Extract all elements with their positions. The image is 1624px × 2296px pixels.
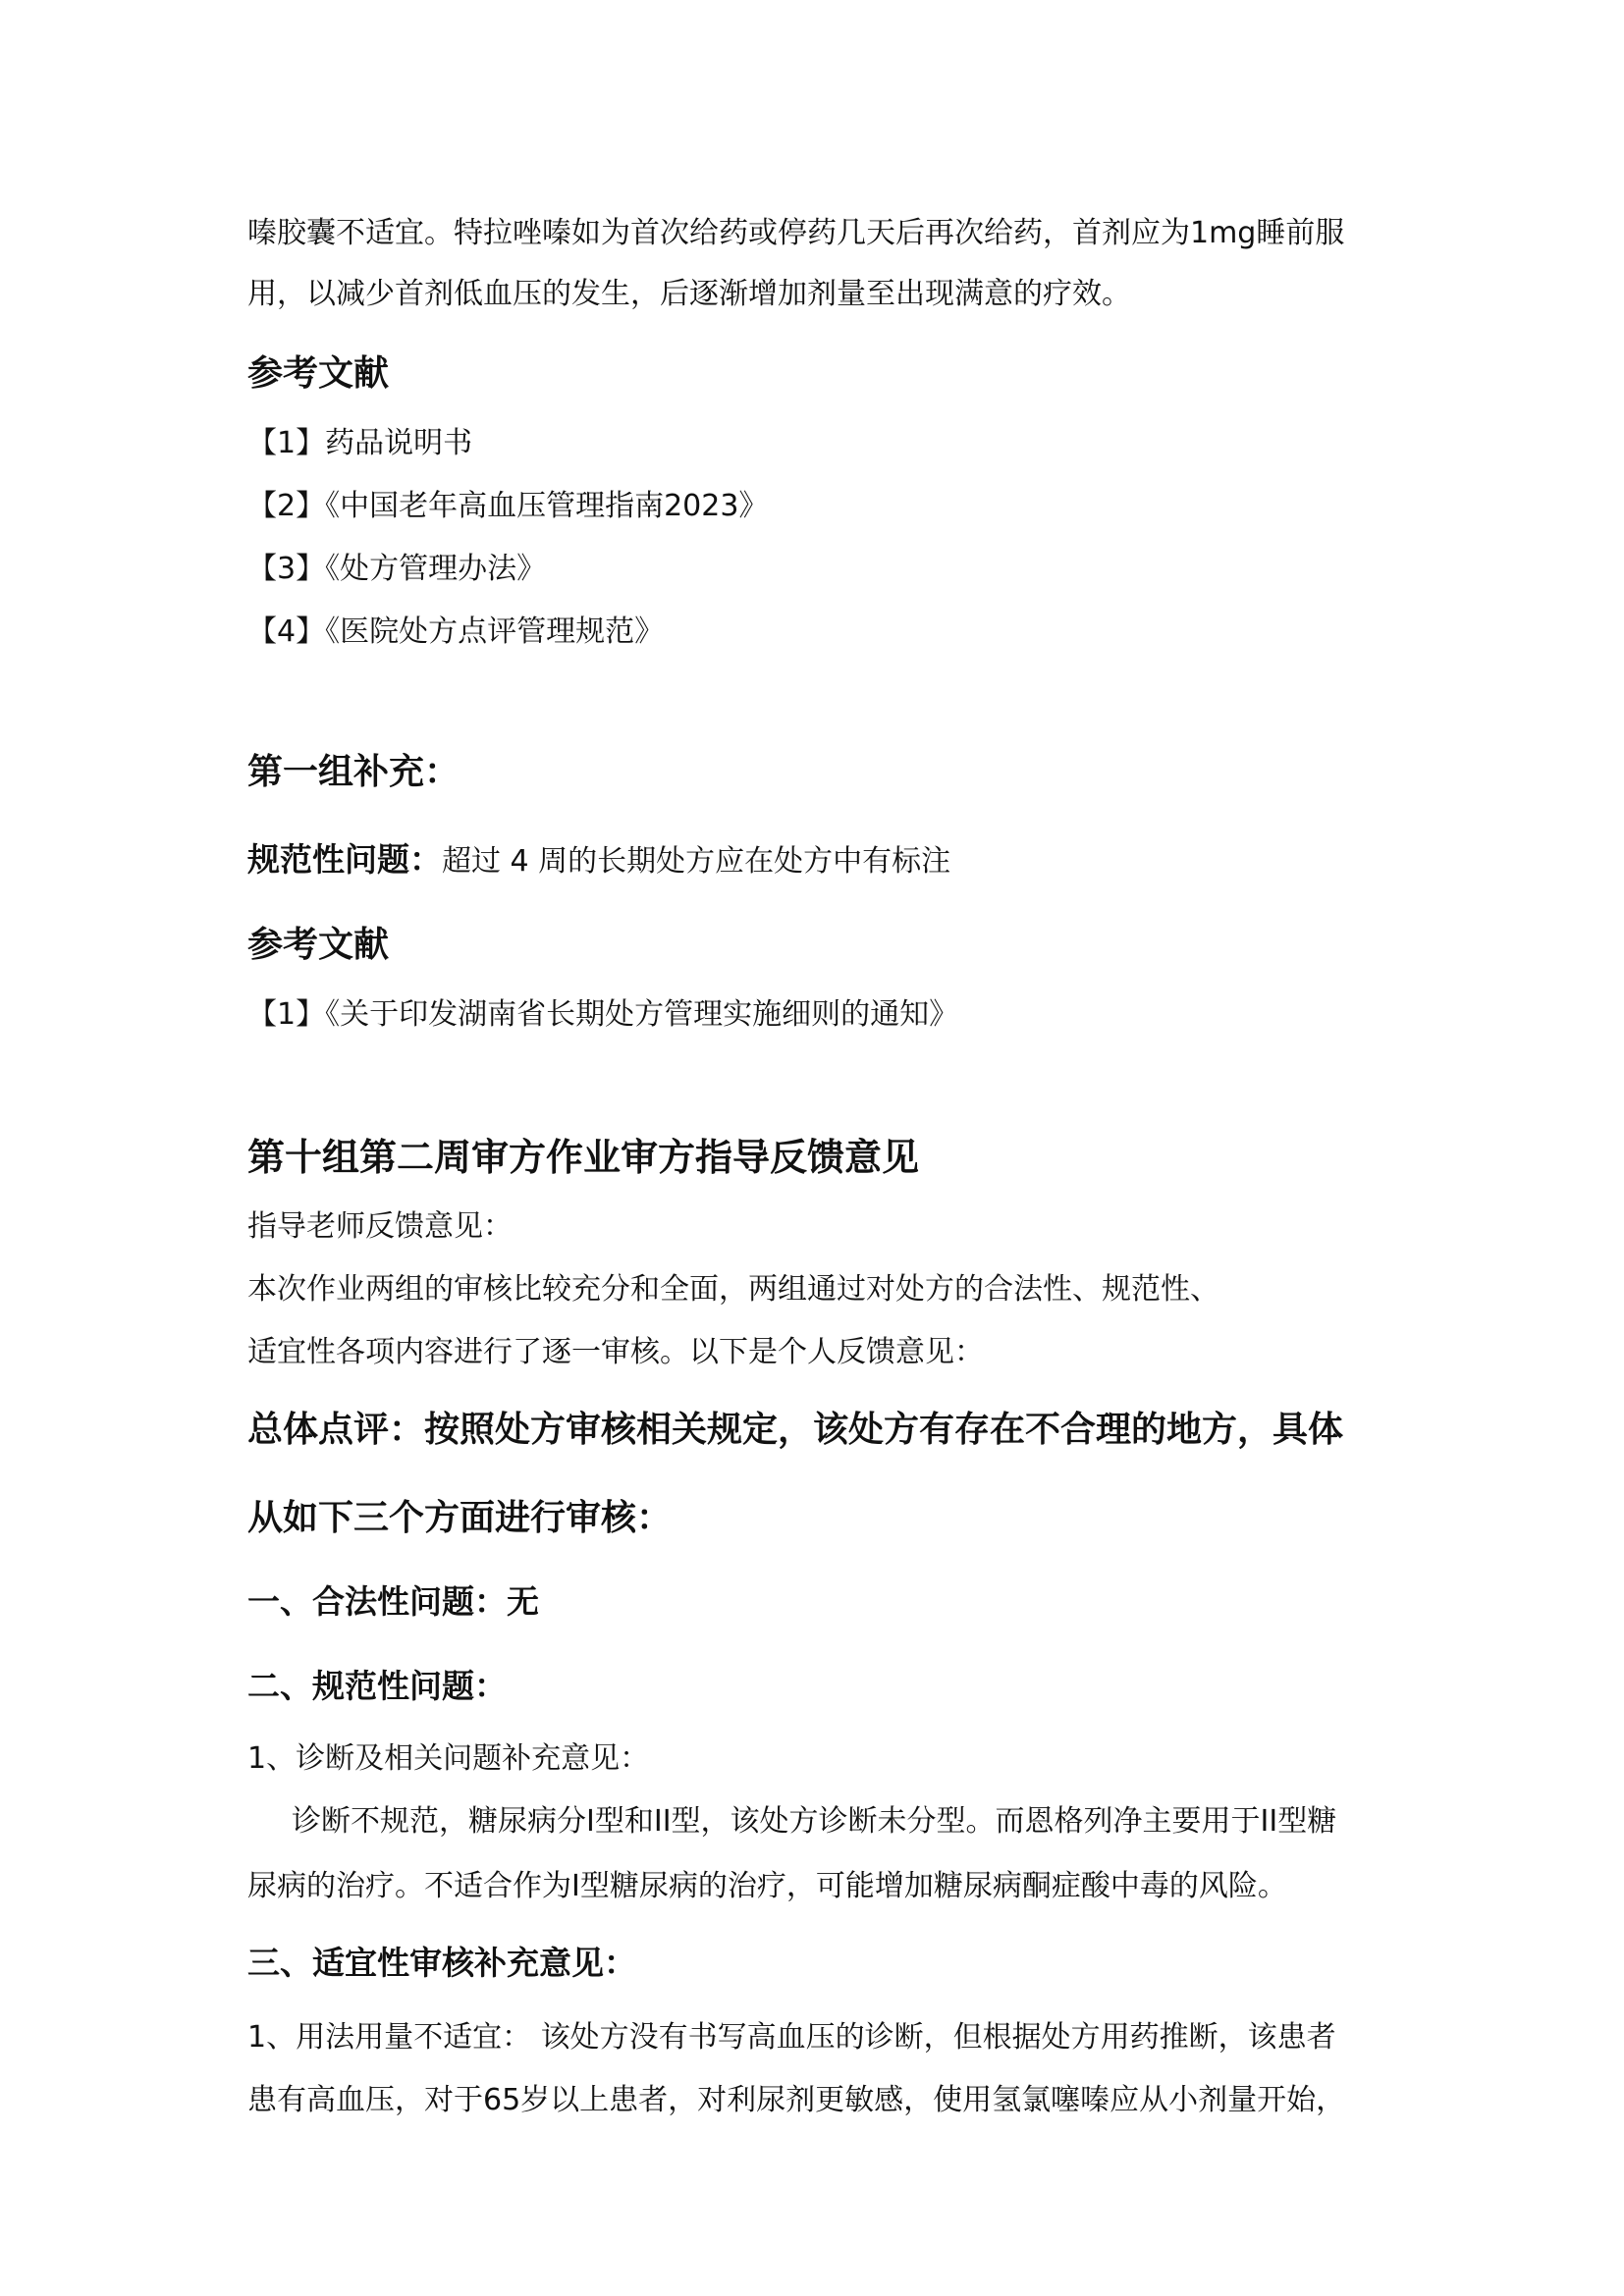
intro-line: 适宜性各项内容进行了逐一审核。以下是个人反馈意见：	[247, 1335, 984, 1369]
issue-text: 超过 4 周的长期处方应在处方中有标注	[442, 844, 951, 879]
group10-heading: 第十组第二周审方作业审方指导反馈意见	[247, 1136, 920, 1179]
paragraph-line: 嗪胶囊不适宜。特拉唑嗪如为首次给药或停药几天后再次给药，首剂应为1mg睡前服	[247, 216, 1345, 250]
group1-issue	[247, 834, 950, 881]
reference-item: 【3】《处方管理办法》	[247, 552, 547, 586]
references-heading: 参考文献	[247, 353, 390, 394]
suitability-heading: 三、适宜性审核补充意见：	[247, 1944, 636, 1982]
legal-heading: 一、合法性问题：无	[247, 1582, 539, 1621]
reference-item: 【4】《医院处方点评管理规范》	[247, 614, 665, 649]
norm-item: 1、诊断及相关问题补充意见：	[247, 1741, 650, 1776]
summary-line: 从如下三个方面进行审核：	[247, 1498, 673, 1538]
norm-text-line: 尿病的治疗。不适合作为I型糖尿病的治疗，可能增加糖尿病酮症酸中毒的风险。	[247, 1869, 1287, 1903]
norm-heading: 二、规范性问题：	[247, 1667, 507, 1705]
intro-line: 本次作业两组的审核比较充分和全面，两组通过对处方的合法性、规范性、	[247, 1272, 1219, 1307]
references-heading: 参考文献	[247, 925, 390, 965]
issue-label: 规范性问题：	[247, 840, 442, 879]
intro-line: 指导老师反馈意见：	[247, 1209, 513, 1244]
reference-item: 【2】《中国老年高血压管理指南2023》	[247, 489, 769, 523]
reference-item: 【1】药品说明书	[247, 426, 473, 460]
group1-heading: 第一组补充：	[247, 752, 460, 792]
suitability-text-line: 1、用法用量不适宜： 该处方没有书写高血压的诊断，但根据处方用药推断，该患者	[247, 2020, 1336, 2055]
reference-item: 【1】《关于印发湖南省长期处方管理实施细则的通知》	[247, 997, 959, 1032]
norm-text-line: 诊断不规范，糖尿病分I型和II型，该处方诊断未分型。而恩格列净主要用于II型糖	[292, 1804, 1337, 1839]
paragraph-line: 用，以减少首剂低血压的发生，后逐渐增加剂量至出现满意的疗效。	[247, 277, 1131, 311]
summary-line: 总体点评：按照处方审核相关规定，该处方有存在不合理的地方，具体	[247, 1410, 1344, 1450]
suitability-text-line: 患有高血压，对于65岁以上患者，对利尿剂更敏感，使用氢氯噻嗪应从小剂量开始，	[247, 2083, 1346, 2117]
